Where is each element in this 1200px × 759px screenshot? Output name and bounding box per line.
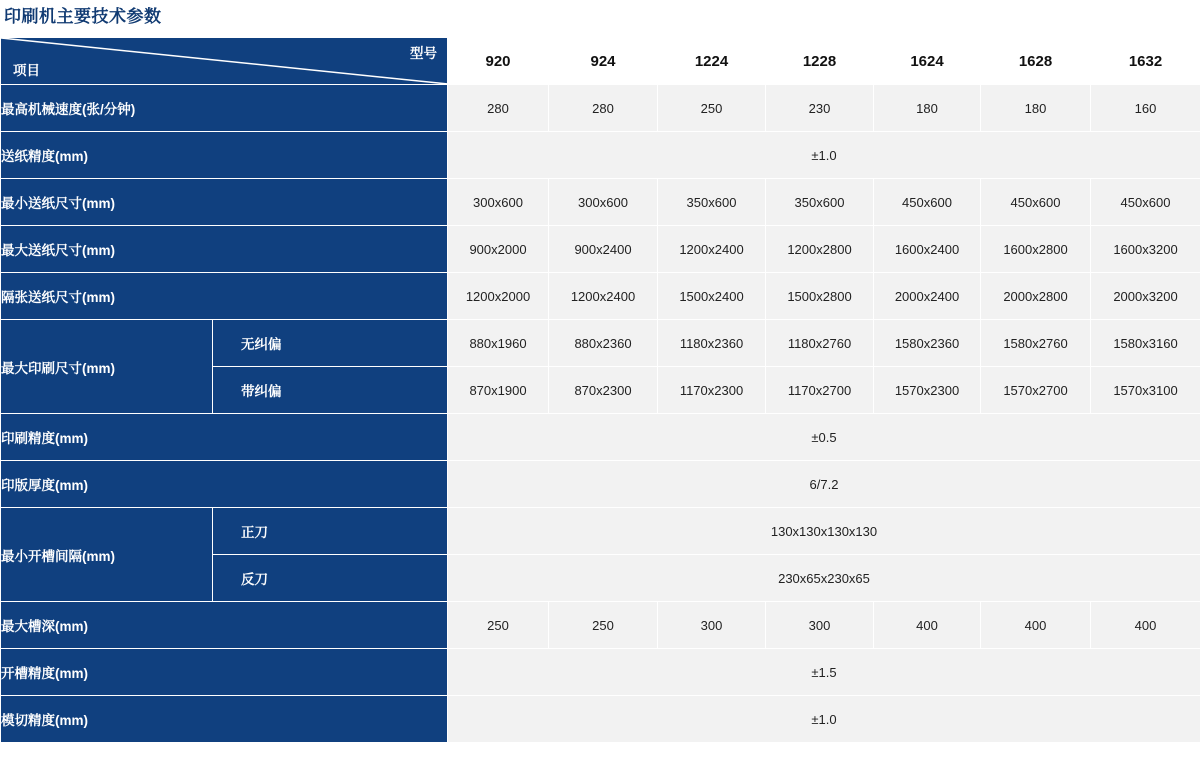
row-label: 隔张送纸尺寸(mm) (1, 273, 448, 320)
merged-value-cell: ±1.0 (448, 696, 1200, 743)
row-label: 最大印刷尺寸(mm) (1, 320, 213, 414)
value-cell-924: 900x2400 (549, 226, 658, 273)
value-cell-1224: 350x600 (658, 179, 766, 226)
value-cell-1228: 1200x2800 (766, 226, 874, 273)
value-cell-920: 880x1960 (448, 320, 549, 367)
value-cell-920: 250 (448, 602, 549, 649)
row-label: 送纸精度(mm) (1, 132, 448, 179)
table-row (1, 602, 1200, 649)
row-label: 最大槽深(mm) (1, 602, 448, 649)
value-cell-1632: 1600x3200 (1091, 226, 1200, 273)
table-row (1, 696, 1200, 743)
value-cell-1224: 250 (658, 85, 766, 132)
merged-value-cell: 230x65x230x65 (448, 555, 1200, 602)
value-cell-1224: 1200x2400 (658, 226, 766, 273)
row-sublabel: 带纠偏 (213, 367, 448, 414)
table-row (1, 179, 1200, 226)
row-label: 印版厚度(mm) (1, 461, 448, 508)
diagonal-divider (1, 38, 447, 84)
value-cell-924: 1200x2400 (549, 273, 658, 320)
value-cell-924: 280 (549, 85, 658, 132)
table-row (1, 508, 1200, 555)
value-cell-1632: 450x600 (1091, 179, 1200, 226)
table-row (1, 649, 1200, 696)
model-header-924: 924 (549, 38, 658, 85)
value-cell-1628: 450x600 (981, 179, 1091, 226)
page-title: 印刷机主要技术参数 (4, 7, 162, 26)
value-cell-1624: 1580x2360 (874, 320, 981, 367)
value-cell-1628: 1580x2760 (981, 320, 1091, 367)
value-cell-1224: 1170x2300 (658, 367, 766, 414)
column-axis-label: 型号 (410, 46, 437, 61)
corner-header-cell (1, 38, 448, 85)
value-cell-1632: 160 (1091, 85, 1200, 132)
value-cell-1632: 1580x3160 (1091, 320, 1200, 367)
value-cell-920: 280 (448, 85, 549, 132)
value-cell-1632: 2000x3200 (1091, 273, 1200, 320)
value-cell-1628: 2000x2800 (981, 273, 1091, 320)
value-cell-1628: 1570x2700 (981, 367, 1091, 414)
row-label: 开槽精度(mm) (1, 649, 448, 696)
model-header-1624: 1624 (874, 38, 981, 85)
merged-value-cell: 130x130x130x130 (448, 508, 1200, 555)
table-header-row (1, 38, 1200, 85)
value-cell-1228: 1180x2760 (766, 320, 874, 367)
value-cell-924: 880x2360 (549, 320, 658, 367)
value-cell-1628: 400 (981, 602, 1091, 649)
value-cell-924: 870x2300 (549, 367, 658, 414)
model-header-1224: 1224 (658, 38, 766, 85)
row-label: 最大送纸尺寸(mm) (1, 226, 448, 273)
merged-value-cell: ±1.5 (448, 649, 1200, 696)
row-label: 最小开槽间隔(mm) (1, 508, 213, 602)
row-label: 模切精度(mm) (1, 696, 448, 743)
value-cell-1632: 400 (1091, 602, 1200, 649)
merged-value-cell: ±0.5 (448, 414, 1200, 461)
model-header-1632: 1632 (1091, 38, 1200, 85)
value-cell-1224: 300 (658, 602, 766, 649)
value-cell-924: 300x600 (549, 179, 658, 226)
row-label: 最高机械速度(张/分钟) (1, 85, 448, 132)
row-axis-label: 项目 (13, 63, 40, 78)
value-cell-1624: 1600x2400 (874, 226, 981, 273)
table-row (1, 226, 1200, 273)
value-cell-1624: 180 (874, 85, 981, 132)
value-cell-920: 870x1900 (448, 367, 549, 414)
table-row (1, 85, 1200, 132)
value-cell-1628: 1600x2800 (981, 226, 1091, 273)
value-cell-1228: 300 (766, 602, 874, 649)
model-header-1628: 1628 (981, 38, 1091, 85)
value-cell-1624: 400 (874, 602, 981, 649)
model-header-1228: 1228 (766, 38, 874, 85)
table-row (1, 461, 1200, 508)
merged-value-cell: 6/7.2 (448, 461, 1200, 508)
table-row (1, 320, 1200, 367)
value-cell-1224: 1180x2360 (658, 320, 766, 367)
value-cell-1624: 1570x2300 (874, 367, 981, 414)
value-cell-1228: 1500x2800 (766, 273, 874, 320)
value-cell-1632: 1570x3100 (1091, 367, 1200, 414)
row-sublabel: 无纠偏 (213, 320, 448, 367)
value-cell-1228: 230 (766, 85, 874, 132)
value-cell-1624: 450x600 (874, 179, 981, 226)
value-cell-1224: 1500x2400 (658, 273, 766, 320)
value-cell-1228: 1170x2700 (766, 367, 874, 414)
row-sublabel: 正刀 (213, 508, 448, 555)
value-cell-924: 250 (549, 602, 658, 649)
table-row (1, 273, 1200, 320)
row-label: 最小送纸尺寸(mm) (1, 179, 448, 226)
value-cell-1628: 180 (981, 85, 1091, 132)
spec-table (0, 37, 1200, 743)
row-sublabel: 反刀 (213, 555, 448, 602)
table-row (1, 414, 1200, 461)
value-cell-920: 300x600 (448, 179, 549, 226)
value-cell-920: 1200x2000 (448, 273, 549, 320)
model-header-920: 920 (448, 38, 549, 85)
value-cell-920: 900x2000 (448, 226, 549, 273)
table-row (1, 132, 1200, 179)
row-label: 印刷精度(mm) (1, 414, 448, 461)
merged-value-cell: ±1.0 (448, 132, 1200, 179)
value-cell-1624: 2000x2400 (874, 273, 981, 320)
value-cell-1228: 350x600 (766, 179, 874, 226)
